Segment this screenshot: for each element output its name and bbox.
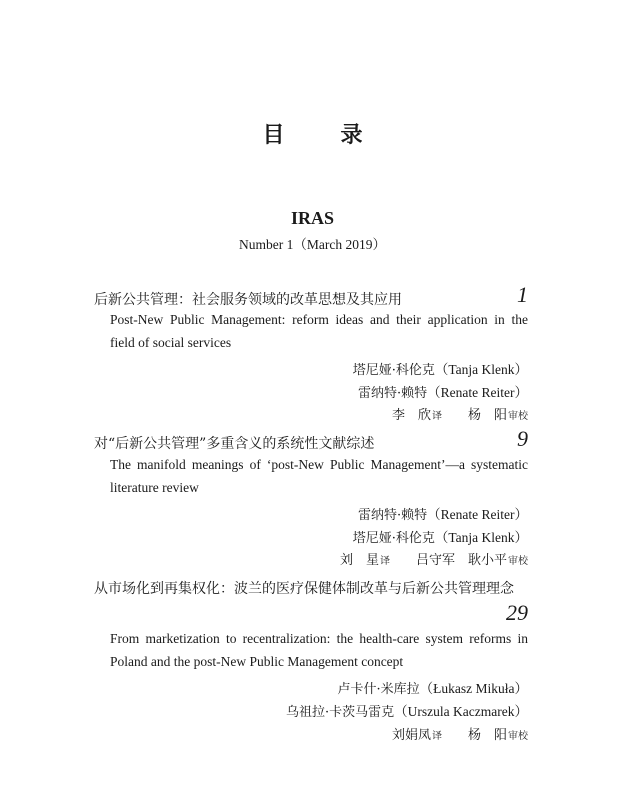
entry-3-author-1-en: （Łukasz Mikuła） xyxy=(419,681,528,696)
entry-2-review-mark: 审校 xyxy=(508,556,528,567)
entry-2-author-1-en: （Renate Reiter） xyxy=(427,507,528,522)
entry-1-author-1 xyxy=(353,358,528,378)
entry-2-translator: 刘 星 xyxy=(339,553,379,568)
entry-2-author-2-en: （Tanja Klenk） xyxy=(434,530,528,545)
toc-title-char-1: 目 xyxy=(262,123,285,148)
entry-2-author-2-cn: 塔尼娅·科伦克 xyxy=(352,531,435,546)
entry-1-translator: 李 欣 xyxy=(391,408,431,423)
entry-1-author-2-en: （Renate Reiter） xyxy=(427,385,528,400)
entry-3-credits xyxy=(392,724,528,743)
entry-3-page-number: 29 xyxy=(506,600,528,625)
entry-2-page-number: 9 xyxy=(517,426,528,451)
entry-3-reviewer: 杨 阳 xyxy=(467,728,507,743)
entry-1-author-2-cn: 雷纳特·赖特 xyxy=(358,386,428,401)
entry-2-en-title-line-2: literature review xyxy=(110,480,199,495)
entry-1-author-1-cn: 塔尼娅·科伦克 xyxy=(352,363,435,378)
entry-1-zh-title[interactable]: 后新公共管理：社会服务领域的改革思想及其应用 xyxy=(94,292,402,308)
entry-2-author-1-cn: 雷纳特·赖特 xyxy=(358,508,428,523)
entry-1-author-1-en: （Tanja Klenk） xyxy=(434,362,528,377)
entry-1-credits xyxy=(392,404,528,423)
entry-2-reviewer: 吕守军 耿小平 xyxy=(415,553,507,568)
entry-3-author-2-en: （Urszula Kaczmarek） xyxy=(394,704,528,719)
toc-title xyxy=(0,118,625,149)
entry-2-zh-title[interactable]: 对“后新公共管理”多重含义的系统性文献综述 xyxy=(94,436,375,452)
entry-2-author-1 xyxy=(358,503,528,523)
entry-3-en-title-line-1: From marketization to recentralization: the health-care system reforms in xyxy=(110,631,528,646)
entry-3-translator: 刘娟凤 xyxy=(391,728,431,743)
entry-2-en-title-line-1: The manifold meanings of ‘post-New Public Management’—a systematic xyxy=(110,457,528,472)
toc-title-char-2: 录 xyxy=(340,123,363,148)
entry-3-translate-mark: 译 xyxy=(431,731,442,742)
entry-1-en-title-line-1: Post-New Public Management: reform ideas and their application in the xyxy=(110,312,528,327)
journal-name: IRAS xyxy=(290,208,334,228)
entry-3-zh-title[interactable]: 从市场化到再集权化：波兰的医疗保健体制改革与后新公共管理理念 xyxy=(94,581,514,597)
issue-line: Number 1（March 2019） xyxy=(239,237,386,252)
entry-1-page-number: 1 xyxy=(517,282,528,307)
entry-3-author-1-cn: 卢卡什·米库拉 xyxy=(337,682,420,697)
entry-3-author-1 xyxy=(338,677,529,697)
entry-1-review-mark: 审校 xyxy=(508,411,528,422)
entry-2-translate-mark: 译 xyxy=(379,556,390,567)
entry-1-reviewer: 杨 阳 xyxy=(467,408,507,423)
entry-3-author-2 xyxy=(286,700,528,720)
entry-1-en-title-line-2: field of social services xyxy=(110,335,232,350)
entry-3-en-title-line-2: Poland and the post-New Public Management concept xyxy=(110,654,404,669)
entry-2-credits xyxy=(340,549,528,568)
entry-3-review-mark: 审校 xyxy=(508,731,528,742)
entry-1-author-2 xyxy=(358,381,528,401)
entry-2-author-2 xyxy=(353,526,528,546)
entry-3-author-2-cn: 乌祖拉·卡茨马雷克 xyxy=(286,705,395,720)
entry-1-translate-mark: 译 xyxy=(431,411,442,422)
